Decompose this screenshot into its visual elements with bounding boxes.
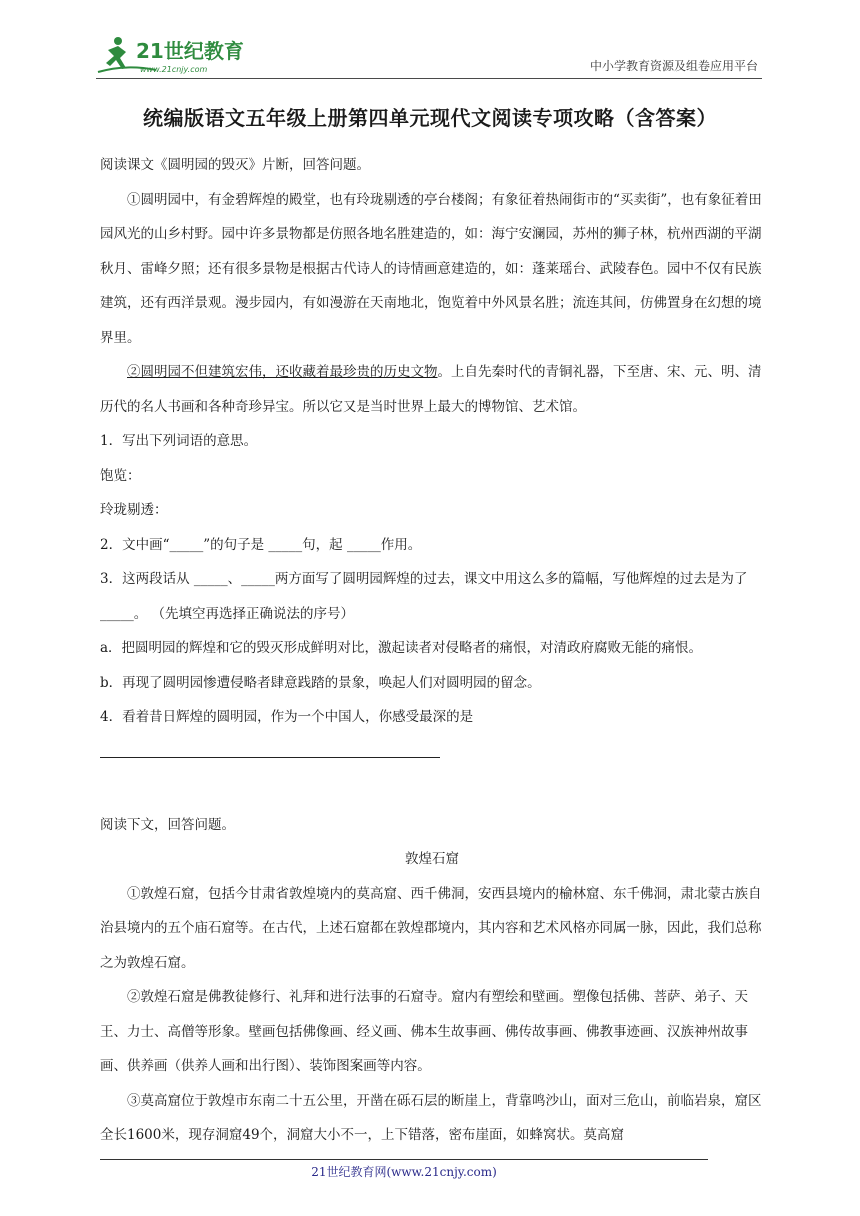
header-platform-text: 中小学教育资源及组卷应用平台 [589, 59, 758, 73]
logo-url: www.21cnjy.com [140, 65, 208, 74]
section2-paragraph-1: ①敦煌石窟，包括今甘肃省敦煌境内的莫高窟、西千佛洞，安西县境内的榆林窟、东千佛洞，肃北蒙古族自治县境内的五个庙石窟等。在古代，上述石窟都在敦煌郡境内，其内容和艺术风格亦同属一脉，因此，我们总称之为敦煌石窟。 [100, 885, 762, 971]
paragraph-2-rest: 。上自先秦时代的青铜礼器，下至唐、宋、元、明、清历代的名人书画和各种奇珍异宝。所以它又是当时世界上最大的博物馆、艺术馆。 [100, 364, 762, 415]
section1-paragraph-2 [100, 355, 764, 424]
question-3: 3．这两段话从 _____、_____两方面写了圆明园辉煌的过去，课文中用这么多的篇幅，写他辉煌的过去是为了 _____。 （先填空再选择正确说法的序号） [100, 571, 748, 622]
question-1-item-a: 饱览： [100, 467, 141, 484]
question-4: 4．看着昔日辉煌的圆明园，作为一个中国人，你感受最深的是 [100, 709, 474, 725]
question-1-item-b: 玲珑剔透： [100, 502, 168, 518]
page-header [96, 28, 762, 79]
document-body [100, 148, 764, 1153]
section1-intro: 阅读课文《圆明园的毁灭》片断，回答问题。 [100, 157, 370, 173]
document-title: 统编版语文五年级上册第四单元现代文阅读专项攻略（含答案） [143, 106, 717, 130]
footer-divider [100, 1159, 708, 1160]
logo-text: 21世纪教育 [136, 39, 244, 63]
section1-paragraph-1: ①圆明园中，有金碧辉煌的殿堂，也有玲珑剔透的亭台楼阁；有象征着热闹街市的“买卖街”，也有象征着田园风光的山乡村野。园中许多景物都是仿照各地名胜建造的，如：海宁安澜园，苏州的狮子林，杭州西湖的平湖秋月、雷峰夕照；还有很多景物是根据古代诗人的诗情画意建造的，如：蓬莱瑶台、武陵春色。园中不仅有民族建筑，还有西洋景观。漫步园内，有如漫游在天南地北，饱览着中外风景名胜；流连其间，仿佛置身在幻想的境界里。 [100, 191, 762, 346]
section2-paragraph-2: ②敦煌石窟是佛教徒修行、礼拜和进行法事的石窟寺。窟内有塑绘和壁画。塑像包括佛、菩萨、弟子、天王、力士、高僧等形象。壁画包括佛像画、经义画、佛本生故事画、佛传故事画、佛教事迹画、汉族神州故事画、供养画（供养人画和出行图）、装饰图案画等内容。 [100, 989, 748, 1074]
question-3-option-a: a．把圆明园的辉煌和它的毁灭形成鲜明对比，激起读者对侵略者的痛恨，对清政府腐败无能的痛恨。 [100, 640, 703, 656]
answer-blank-line [100, 735, 440, 758]
question-3-option-b: b．再现了圆明园惨遭侵略者肆意践踏的景象，唤起人们对圆明园的留念。 [100, 674, 541, 691]
question-1: 1．写出下列词语的意思。 [100, 433, 258, 449]
footer-link[interactable]: 21世纪教育网(www.21cnjy.com) [311, 1165, 497, 1179]
question-2: 2．文中画“_____”的句子是 _____句，起 _____作用。 [100, 536, 422, 553]
section2-paragraph-3: ③莫高窟位于敦煌市东南二十五公里，开凿在砾石层的断崖上，背靠鸣沙山，面对三危山，前临岩泉，窟区全长1600米，现存洞窟49个，洞窟大小不一，上下错落，密布崖面，如蜂窝状。莫高窟 [100, 1092, 762, 1143]
passage-title: 敦煌石窟 [405, 851, 459, 867]
underlined-sentence: ②圆明园不但建筑宏伟，还收藏着最珍贵的历史文物 [127, 364, 438, 380]
section2-intro: 阅读下文，回答问题。 [100, 816, 235, 833]
site-logo [96, 32, 256, 76]
